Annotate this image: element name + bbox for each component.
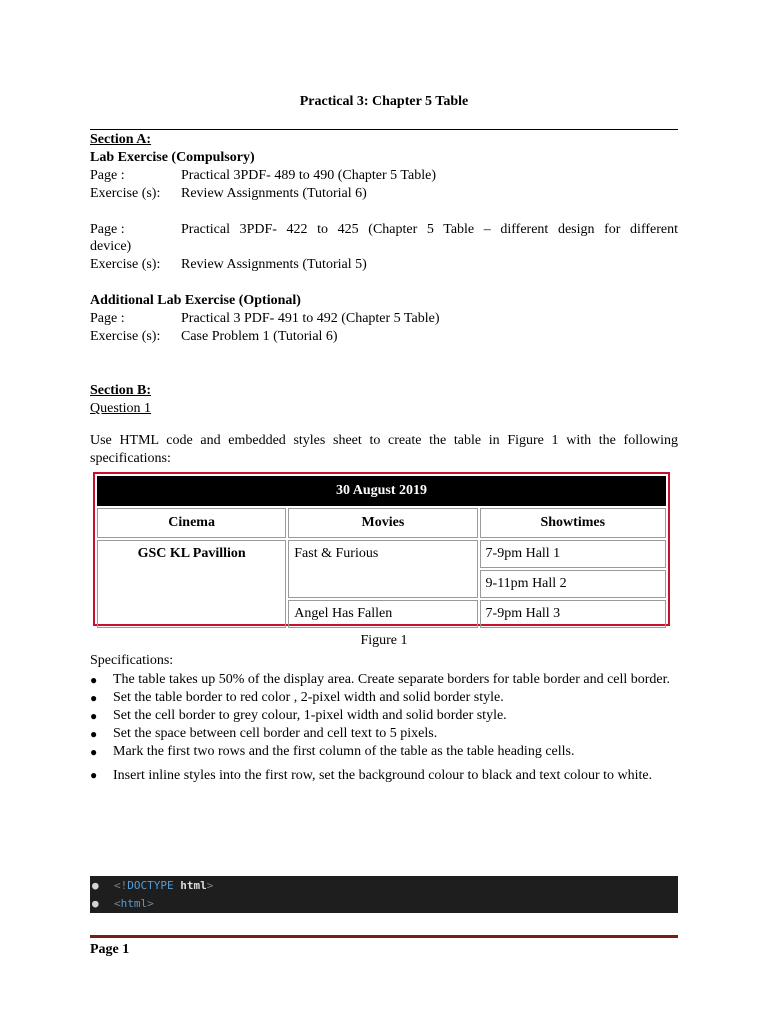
bullet-icon: ● xyxy=(90,673,98,687)
list-item xyxy=(90,707,678,725)
showtime-cell: 9-11pm Hall 2 xyxy=(480,570,666,598)
spec-text: Mark the first two rows and the first column of the table as the table heading cells. xyxy=(113,744,575,759)
list-item xyxy=(90,671,678,689)
document-title: Practical 3: Chapter 5 Table xyxy=(299,94,469,109)
code-punct: > xyxy=(147,897,154,910)
bullet-icon: ● xyxy=(90,709,98,723)
page-value: Practical 3PDF- 489 to 490 (Chapter 5 Table) xyxy=(181,168,436,183)
code-keyword: DOCTYPE xyxy=(127,879,174,892)
list-item xyxy=(90,725,678,743)
bullet-icon: ● xyxy=(92,879,99,892)
showtime-cell: 7-9pm Hall 1 xyxy=(480,540,666,568)
title-divider xyxy=(90,129,678,130)
code-tag: html xyxy=(180,879,207,892)
bullet-icon: ● xyxy=(90,768,98,782)
spec-text: The table takes up 50% of the display area. Create separate borders for table border and cell border. xyxy=(113,672,671,687)
code-punct: < xyxy=(114,897,121,910)
movie-cell: Angel Has Fallen xyxy=(288,600,477,628)
bullet-icon: ● xyxy=(90,745,98,759)
code-punct: > xyxy=(206,879,214,892)
page-value: Practical 3PDF- 422 to 425 (Chapter 5 Table – different design for different xyxy=(181,222,678,237)
code-punct: <! xyxy=(114,879,128,892)
col-header-showtimes: Showtimes xyxy=(480,508,666,538)
showtime-cell: 7-9pm Hall 3 xyxy=(480,600,666,628)
list-item xyxy=(90,743,678,761)
bullet-icon: ● xyxy=(90,727,98,741)
exercise-label: Exercise (s): xyxy=(90,329,161,344)
specifications-label: Specifications: xyxy=(90,653,174,668)
exercise-label: Exercise (s): xyxy=(90,257,161,272)
footer-rule xyxy=(90,935,678,938)
question-heading: Question 1 xyxy=(90,401,152,416)
col-header-movies: Movies xyxy=(288,508,477,538)
exercise-label: Exercise (s): xyxy=(90,186,161,201)
page-value: Practical 3 PDF- 491 to 492 (Chapter 5 Table) xyxy=(181,311,440,326)
bullet-icon: ● xyxy=(92,897,99,910)
section-a-heading: Section A: xyxy=(90,132,152,147)
spec-text: Set the table border to red color , 2-pixel width and solid border style. xyxy=(113,690,504,705)
page-number: Page 1 xyxy=(90,942,130,957)
cinema-cell: GSC KL Pavillion xyxy=(97,540,286,628)
page-label: Page : xyxy=(90,168,125,183)
exercise-value: Case Problem 1 (Tutorial 6) xyxy=(181,329,338,344)
specifications-list xyxy=(90,671,678,786)
intro-line-2: specifications: xyxy=(90,451,171,466)
lab-exercise-heading: Lab Exercise (Compulsory) xyxy=(90,150,255,165)
intro-line-1: Use HTML code and embedded styles sheet to create the table in Figure 1 with the following xyxy=(90,433,678,448)
section-b-heading: Section B: xyxy=(90,383,152,398)
figure-caption: Figure 1 xyxy=(360,633,408,648)
exercise-value: Review Assignments (Tutorial 6) xyxy=(181,186,367,201)
page-label: Page : xyxy=(90,311,125,326)
additional-lab-heading: Additional Lab Exercise (Optional) xyxy=(90,293,301,308)
figure-1-table xyxy=(93,472,670,626)
list-item xyxy=(90,689,678,707)
date-header: 30 August 2019 xyxy=(97,476,666,506)
spec-text: Insert inline styles into the first row, set the background colour to black and text colour to white. xyxy=(113,768,653,783)
list-item xyxy=(90,765,678,786)
bullet-icon: ● xyxy=(90,691,98,705)
spec-text: Set the space between cell border and cell text to 5 pixels. xyxy=(113,726,438,741)
cinema-table xyxy=(95,474,668,630)
spec-text: Set the cell border to grey colour, 1-pixel width and solid border style. xyxy=(113,708,507,723)
code-tag: html xyxy=(120,897,148,910)
page-label: Page : xyxy=(90,222,125,237)
col-header-cinema: Cinema xyxy=(97,508,286,538)
movie-cell: Fast & Furious xyxy=(288,540,477,598)
entry-2-page-cont: device) xyxy=(90,239,132,254)
exercise-value: Review Assignments (Tutorial 5) xyxy=(181,257,367,272)
code-snippet xyxy=(90,876,678,913)
